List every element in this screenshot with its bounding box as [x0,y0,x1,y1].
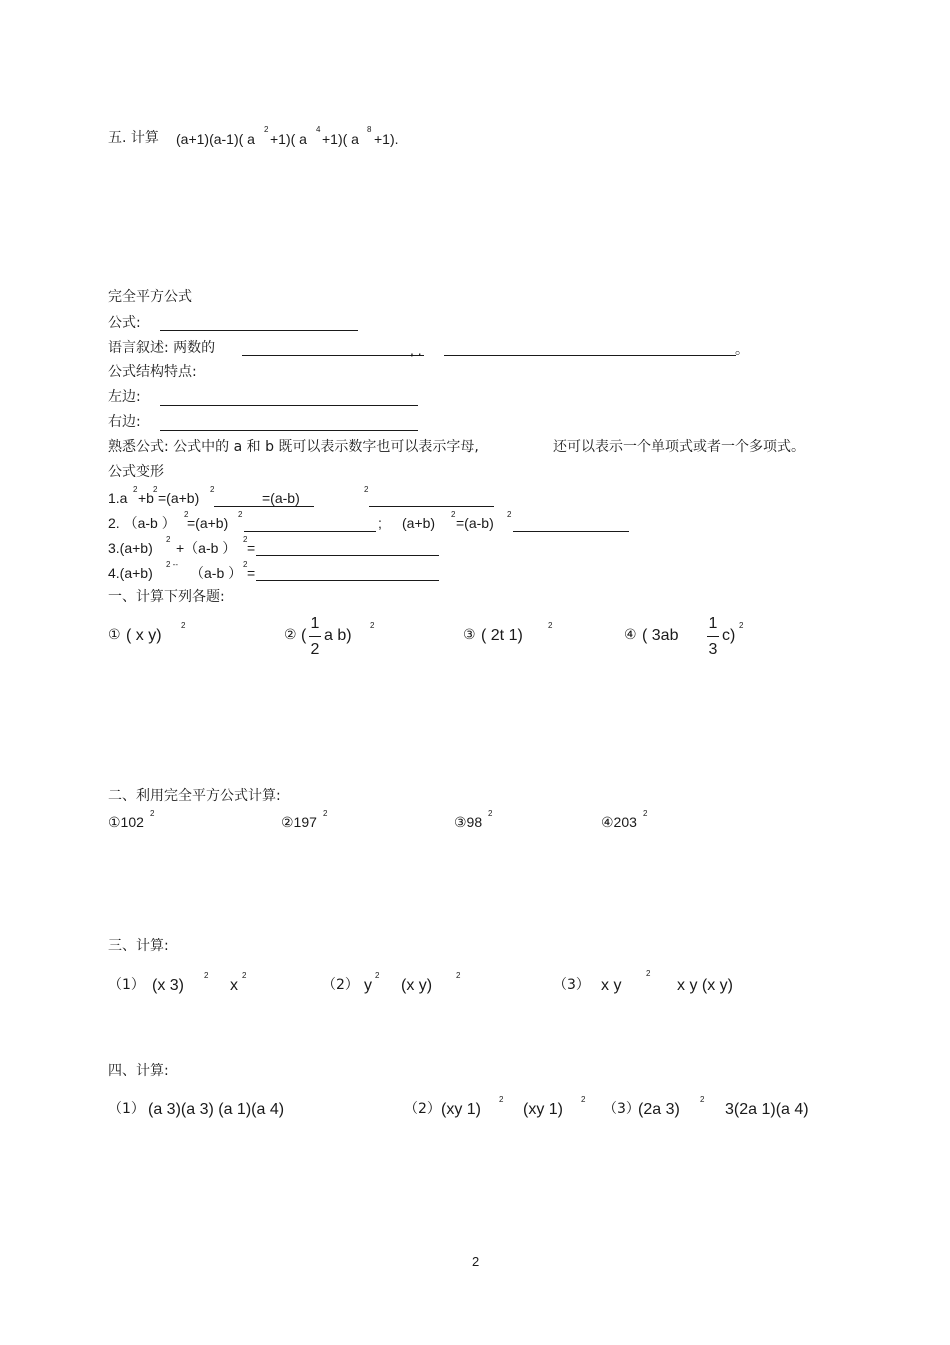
p4-i1-num: （1） [108,1101,145,1117]
p2-item-4-sq: 2 [643,809,648,818]
page-number: 2 [472,1254,480,1269]
p3-i1-num: （1） [108,977,145,993]
p1-i1: ( x y) [126,627,162,644]
p4-i3-num: （3） [603,1101,640,1117]
part1-title: 一、计算下列各题: [108,589,225,605]
formula-blank[interactable] [160,330,358,331]
t1-sq-a: 2 [133,485,138,494]
t1-sq-d: 2 [364,485,369,494]
p1-i3-sq: 2 [548,621,553,630]
t3-sq-b: 2 [243,535,248,544]
p4-i2-sq-a: 2 [499,1095,504,1104]
q5-exp-1: 2 [264,125,269,134]
p1-i2-open: ( [301,627,307,644]
t1-c: =(a+b) [158,490,200,506]
t1-b: +b [138,490,154,506]
part3-title: 三、计算: [108,938,169,954]
p2-item-3: ③98 [454,814,483,830]
t2-c: ; [378,515,382,531]
p3-i1-sq-a: 2 [204,971,209,980]
t4-c: = [247,565,256,581]
section-title: 完全平方公式 [108,289,192,305]
right-blank[interactable] [160,430,418,431]
part2-title: 二、利用完全平方公式计算: [108,788,281,804]
verbal-label: 语言叙述: 两数的 [108,340,216,356]
q5-part-1: +1)( a [270,131,307,147]
formula-label: 公式: [108,315,141,331]
t3-blank[interactable] [256,555,439,556]
p1-i4-frac-bar [707,636,719,637]
p2-item-4: ④203 [601,814,637,830]
p1-i4: ( 3ab [642,627,679,644]
p1-i2-frac-bar [309,636,321,637]
p3-i1-a: (x 3) [152,977,184,994]
p3-i3-num: （3） [553,977,590,993]
left-blank[interactable] [160,405,418,406]
structure-label: 公式结构特点: [108,364,197,380]
t2-d: (a+b) [402,515,436,531]
p2-item-1-sq: 2 [150,809,155,818]
q5-part-3: +1). [374,131,399,147]
p2-item-2: ②197 [281,814,317,830]
p3-i1-sq-b: 2 [242,971,247,980]
t4-sq-a: 2 -- [166,560,178,569]
t3-c: = [247,540,256,556]
t4-sq-b: 2 [243,560,248,569]
t2-blank-2[interactable] [513,531,629,532]
t1-d: =(a-b) [262,490,300,506]
p1-i4-num: ④ [624,627,637,643]
p3-i2-sq-a: 2 [375,971,380,980]
p1-i2-num: ② [284,627,297,643]
left-label: 左边: [108,389,141,405]
p3-i1-b: x [230,977,238,994]
p3-i2-num: （2） [322,977,359,993]
p3-i2-a: y [364,977,372,994]
t3-a: 3.(a+b) [108,540,153,556]
t1-sq-c: 2 [210,485,215,494]
p2-item-2-sq: 2 [323,809,328,818]
familiar-text-b: 还可以表示一个单项式或者一个多项式。 [553,439,805,455]
p1-i3: ( 2t 1) [481,627,523,644]
p4-i3-sq: 2 [700,1095,705,1104]
q5-label: 五. 计算 [108,130,159,146]
p3-i3-a: x y [601,977,622,994]
t4-a: 4.(a+b) [108,565,153,581]
t2-blank-1[interactable] [244,531,376,532]
p4-i3-a: (2a 3) [638,1101,680,1118]
right-label: 右边: [108,414,141,430]
p1-i4-sq: 2 [739,621,744,630]
t2-sq-e: 2 [507,510,512,519]
verbal-blank-2[interactable] [444,355,736,356]
t2-a: 2. （a-b ） [108,515,176,531]
t2-sq-a: 2 [184,510,189,519]
p4-i2-b: (xy 1) [523,1101,563,1118]
t2-b: =(a+b) [187,515,229,531]
p3-i3-sq: 2 [646,969,651,978]
verbal-blank-1[interactable] [242,355,424,356]
p1-i2-sq: 2 [370,621,375,630]
familiar-text-a: 熟悉公式: 公式中的 a 和 b 既可以表示数字也可以表示字母, [108,439,479,455]
p1-i4-frac-num: 1 [708,615,718,632]
p1-i1-sq: 2 [181,621,186,630]
t2-sq-b: 2 [238,510,243,519]
p1-i3-num: ③ [463,627,476,643]
q5-expr: (a+1)(a-1)( a [176,131,255,147]
t1-a: 1.a [108,490,128,506]
p1-i2-frac-num: 1 [310,615,320,632]
p4-i2-num: （2） [404,1101,441,1117]
t3-sq-a: 2 [166,535,171,544]
t2-e: =(a-b) [456,515,494,531]
p4-i2-sq-b: 2 [581,1095,586,1104]
t1-sq-b: 2 [153,485,158,494]
q5-part-2: +1)( a [322,131,359,147]
p1-i4-frac-den: 3 [708,641,718,658]
t4-b: （a-b ） [190,565,243,581]
q5-exp-2: 4 [316,125,321,134]
q5-exp-3: 8 [367,125,372,134]
part4-title: 四、计算: [108,1063,169,1079]
p2-item-3-sq: 2 [488,809,493,818]
p4-i1: (a 3)(a 3) (a 1)(a 4) [148,1101,285,1118]
t4-blank[interactable] [256,580,439,581]
p3-i2-b: (x y) [401,977,433,994]
p1-i1-num: ① [108,627,121,643]
p2-item-1: ①102 [108,814,144,830]
p1-i2-frac-den: 2 [310,641,320,658]
t2-sq-d: 2 [451,510,456,519]
p1-i4-rest: c) [722,627,736,644]
verbal-comma: , . [410,342,422,358]
p4-i2-a: (xy 1) [441,1101,481,1118]
transform-title: 公式变形 [108,464,164,480]
t3-b: +（a-b ） [176,540,237,556]
p3-i3-b: x y (x y) [677,977,733,994]
p3-i2-sq-b: 2 [456,971,461,980]
p1-i2-rest: a b) [324,627,352,644]
verbal-end: 。 [735,342,749,358]
t1-blank-2[interactable] [369,506,494,507]
p4-i3-b: 3(2a 1)(a 4) [725,1101,809,1118]
